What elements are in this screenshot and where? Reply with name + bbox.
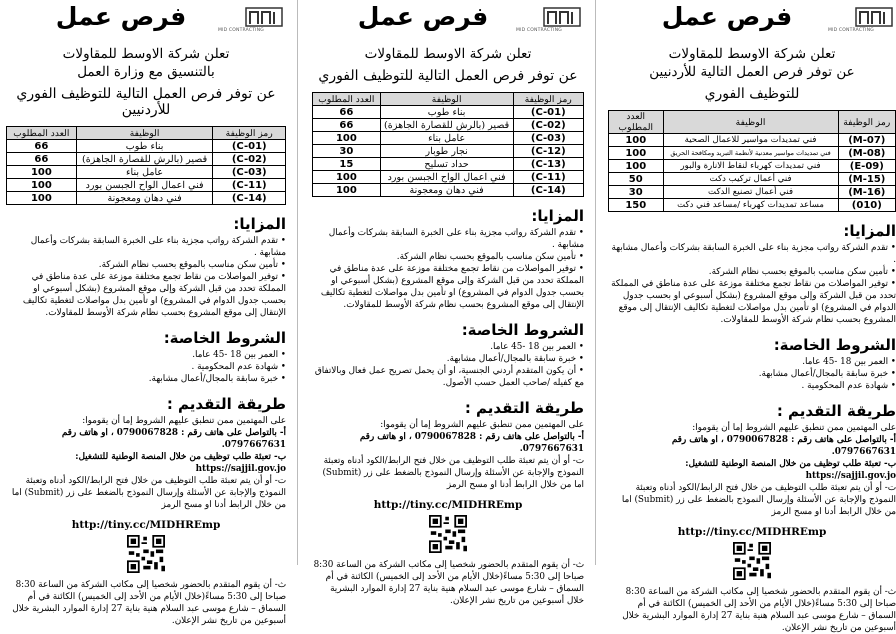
list-item: على المهتمين ممن تنطبق عليهم الشروط إما أن يقوموا:	[692, 423, 896, 433]
ad-line: تعلن شركة الاوسط للمقاولات	[668, 46, 836, 62]
list-item: ت- أو أن يتم تعبئة طلب التوظيف من خلال فتح الرابط/الكود أدناه وتعبئة النموذج والإجابة عن الأسئلة وإرسال النموذج بالضغط على زر (Submit) اما من خلال الرابط أدنا او مسح الرمز	[322, 456, 584, 490]
job-code: (010)	[838, 199, 895, 212]
list-item: • العمر بين 18 -45 عاما.	[490, 342, 584, 352]
conditions-heading: الشروط الخاصة:	[163, 329, 286, 347]
list-item: ث- أن يقوم المتقدم بالحضور شخصيا إلى مكاتب الشركة من الساعة 8:30 صباحا إلى 5:30 مساءً(خلال الأيام من الأحد إلى الخميس) الكائنة في أم السماق – شارع موسى عبد السلام هنية بناية 27 إدارة الموارد البشرية خلال أسبوعين من تاريخ نشر الإعلان.	[313, 560, 584, 606]
ad-title: فرص عمل	[357, 2, 489, 31]
job-count: 100	[7, 192, 77, 205]
list-item: • شهادة عدم المحكومية .	[191, 362, 286, 372]
job-code: (C-14)	[513, 184, 583, 197]
conditions-heading: الشروط الخاصة:	[773, 336, 896, 354]
ad-line: عن توفر فرص العمل التالية للتوظيف الفوري	[318, 68, 578, 84]
job-count: 66	[313, 106, 381, 119]
job-title: فني أعمال تصنيع الدكت	[663, 186, 838, 199]
job-code: (C-11)	[213, 179, 286, 192]
advantages-list	[312, 227, 584, 311]
advantages-heading: المزايا:	[233, 215, 286, 233]
job-ad-2	[306, 0, 588, 606]
jobs-table	[6, 126, 286, 205]
ad-line: بالتنسيق مع وزارة العمل	[77, 64, 215, 80]
list-item: ب- تعبئة طلب توظيف من خلال المنصة الوطنية للتشغيل: https://sajjil.gov.jo	[75, 452, 286, 474]
table-row	[609, 173, 896, 186]
col-header: رمز الوظيفة	[838, 111, 895, 134]
list-item: • خبرة سابقة بالمجال/أعمال مشابهة.	[758, 369, 896, 379]
col-header: العدد المطلوب	[609, 111, 664, 134]
job-title: حداد تسليح	[380, 158, 513, 171]
job-count: 100	[609, 160, 664, 173]
table-row	[609, 160, 896, 173]
job-count: 15	[313, 158, 381, 171]
job-title: فني تمديدات كهرباء لنقاط الانارة والبور	[663, 160, 838, 173]
ad-header	[6, 0, 286, 44]
ad-line: عن توفر فرص العمل التالية للأردنيين	[649, 64, 855, 80]
table-row	[313, 184, 584, 197]
apply-text	[608, 422, 896, 518]
conditions-list	[312, 341, 584, 389]
list-item: • توفير المواصلات من نقاط تجمع مختلفة موزعة على عدة مناطق في المملكة تحدد من قبل الشركة وإلى موقع المشروع (بشكل أسبوعي او بحسب جدول الدوام في المشروع) او تأمين بدل مواصلات لتغطية تكاليف الإنتقال إلى موقع المشروع بحسب نظام شركة الأوسط للمقاولات.	[320, 264, 584, 310]
job-count: 100	[7, 166, 77, 179]
job-count: 66	[313, 119, 381, 132]
job-code: (C-11)	[513, 171, 583, 184]
job-title: عامل بناء	[380, 132, 513, 145]
job-count: 100	[313, 171, 381, 184]
list-item: • توفير المواصلات من نقاط تجمع مختلفة موزعة على عدة مناطق في المملكة تحدد من قبل الشركة وإلى موقع المشروع (بشكل أسبوعي او بحسب جدول الدوام في المشروع) او تأمين بدل مواصلات لتغطية تكاليف الإنتقال إلى موقع المشروع بحسب نظام شركة الأوسط للمقاولات.	[611, 279, 896, 325]
col-header: العدد المطلوب	[313, 93, 381, 106]
list-item: • خبرة سابقة بالمجال/أعمال مشابهة.	[446, 354, 584, 364]
ad-line: عن توفر فرص العمل التالية للتوظيف الفوري للأردنيين	[16, 86, 276, 118]
list-item: • توفير المواصلات من نقاط تجمع مختلفة موزعة على عدة مناطق في المملكة تحدد من قبل الشركة وإلى موقع المشروع (بشكل أسبوعي او بحسب جدول الدوام في المشروع) او تأمين بدل مواصلات لتغطية تكاليف الإنتقال إلى موقع المشروع بحسب نظام شركة الأوسط للمقاولات.	[22, 272, 286, 318]
apply-heading: طريقة التقديم :	[166, 395, 286, 413]
col-header: الوظيفة	[380, 93, 513, 106]
ad-title: فرص عمل	[661, 2, 793, 31]
job-count: 30	[609, 186, 664, 199]
jobs-table	[608, 110, 896, 212]
conditions-heading: الشروط الخاصة:	[461, 321, 584, 339]
list-item: على المهتمين ممن تنطبق عليهم الشروط إما أن يقوموا:	[82, 416, 286, 426]
table-row	[7, 153, 286, 166]
job-code: (M-16)	[838, 186, 895, 199]
table-row	[609, 199, 896, 212]
ad-line: تعلن شركة الاوسط للمقاولات	[62, 46, 230, 62]
list-item: • العمر بين 18 -45 عاما.	[192, 350, 286, 360]
company-logo: MID CONTRACTING	[198, 4, 284, 40]
list-item: • خبرة سابقة بالمجال/أعمال مشابهة.	[148, 374, 286, 384]
column-divider	[297, 0, 298, 565]
conditions-list	[6, 349, 286, 385]
job-code: (M-08)	[838, 147, 895, 160]
col-header: الوظيفة	[663, 111, 838, 134]
col-header: رمز الوظيفة	[513, 93, 583, 106]
conditions-list	[608, 356, 896, 392]
table-row	[313, 171, 584, 184]
ad-line: للتوظيف الفوري	[704, 86, 800, 102]
job-code: (C-02)	[213, 153, 286, 166]
advantages-heading: المزايا:	[531, 207, 584, 225]
table-row	[313, 158, 584, 171]
job-count: 100	[609, 134, 664, 147]
list-item: • تقدم الشركة رواتب مجزية بناء على الخبرة السابقة بشركات وأعمال مشابهة .	[611, 243, 896, 265]
apply-text	[312, 419, 584, 491]
apply-visit	[6, 579, 286, 627]
table-row	[609, 134, 896, 147]
column-divider	[595, 0, 596, 565]
advantages-list	[608, 242, 896, 326]
job-title: فني دهان ومعجونة	[76, 192, 213, 205]
job-title: فني دهان ومعجونة	[380, 184, 513, 197]
list-item: ب- تعبئة طلب توظيف من خلال المنصة الوطنية للتشغيل: https://sajjil.gov.jo	[685, 459, 896, 481]
list-item: • تقدم الشركة رواتب مجزية بناء على الخبرة السابقة بشركات وأعمال مشابهة .	[328, 228, 584, 250]
job-code: (M-15)	[838, 173, 895, 186]
apply-visit	[312, 559, 584, 607]
job-count: 50	[609, 173, 664, 186]
table-row	[7, 166, 286, 179]
job-title: فني تمديدات مواسير للاعمال الصحية	[663, 134, 838, 147]
apply-link[interactable]: http://tiny.cc/MIDHREmp	[373, 499, 523, 511]
table-row	[609, 186, 896, 199]
apply-link[interactable]: http://tiny.cc/MIDHREmp	[71, 519, 221, 531]
job-count: 100	[313, 132, 381, 145]
job-count: 150	[609, 199, 664, 212]
job-title: فني أعمال تركيب دكت	[663, 173, 838, 186]
apply-text	[6, 415, 286, 511]
job-title: بناء طوب	[380, 106, 513, 119]
job-count: 66	[7, 153, 77, 166]
list-item: • شهادة عدم المحكومية .	[801, 381, 896, 391]
job-count: 100	[313, 184, 381, 197]
col-header: الوظيفة	[76, 127, 213, 140]
list-item: ث- أن يقوم المتقدم بالحضور شخصيا إلى مكاتب الشركة من الساعة 8:30 صباحا إلى 5:30 مساءً(خلال الأيام من الأحد إلى الخميس) الكائنة في أم السماق – شارع موسى عبد السلام هنية بناية 27 إدارة الموارد البشرية خلال أسبوعين من تاريخ نشر الإعلان.	[622, 587, 896, 633]
qr-code-icon[interactable]	[733, 542, 771, 580]
list-item: ث- أن يقوم المتقدم بالحضور شخصيا إلى مكاتب الشركة من الساعة 8:30 صباحا إلى 5:30 مساءً(خلال الأيام من الأحد إلى الخميس) الكائنة في أم السماق – شارع موسى عبد السلام هنية بناية 27 إدارة الموارد البشرية خلال أسبوعين من تاريخ نشر الإعلان.	[12, 580, 286, 626]
list-item: • العمر بين 18 -45 عاما.	[802, 357, 896, 367]
ad-line: تعلن شركة الاوسط للمقاولات	[364, 46, 532, 62]
job-code: (C-13)	[513, 158, 583, 171]
job-count: 100	[7, 179, 77, 192]
table-row	[7, 179, 286, 192]
table-row	[609, 147, 896, 160]
qr-code-icon[interactable]	[127, 535, 165, 573]
list-item: • تأمين سكن مناسب بالموقع بحسب نظام الشركة.	[98, 260, 286, 270]
table-row	[7, 192, 286, 205]
job-count: 30	[313, 145, 381, 158]
job-title: عامل بناء	[76, 166, 213, 179]
col-header: رمز الوظيفة	[213, 127, 286, 140]
table-row	[313, 145, 584, 158]
job-title: بناء طوب	[76, 140, 213, 153]
list-item: • تقدم الشركة رواتب مجزية بناء على الخبرة السابقة بشركات وأعمال مشابهة .	[30, 236, 286, 258]
apply-heading: طريقة التقديم :	[776, 402, 896, 420]
job-ad-3	[602, 0, 896, 633]
job-title: فني تمديدات مواسير معدنية لأنظمة التبريد ومكافحة الحريق	[663, 147, 838, 160]
jobs-table	[312, 92, 584, 197]
table-row	[313, 106, 584, 119]
table-row	[313, 119, 584, 132]
col-header: العدد المطلوب	[7, 127, 77, 140]
company-logo: MID CONTRACTING	[808, 4, 894, 40]
list-item: أ- بالتواصل على هاتف رقم : 0790067828 ، او هاتف رقم 0797667631.	[61, 428, 286, 450]
job-title: قصير (بالرش للقصارة الجاهزة)	[380, 119, 513, 132]
list-item: أ- بالتواصل على هاتف رقم : 0790067828 ، او هاتف رقم 0797667631.	[671, 435, 896, 457]
ad-header	[312, 0, 584, 44]
advantages-list	[6, 235, 286, 319]
ad-title: فرص عمل	[55, 2, 187, 31]
job-code: (C-01)	[513, 106, 583, 119]
job-code: (C-12)	[513, 145, 583, 158]
table-row	[313, 132, 584, 145]
list-item: أ- بالتواصل على هاتف رقم : 0790067828 ، او هاتف رقم 0797667631.	[359, 432, 584, 454]
job-title: نجار طوبار	[380, 145, 513, 158]
apply-link[interactable]: http://tiny.cc/MIDHREmp	[677, 526, 827, 538]
table-row	[7, 140, 286, 153]
job-code: (C-03)	[213, 166, 286, 179]
apply-heading: طريقة التقديم :	[464, 399, 584, 417]
apply-visit	[608, 586, 896, 634]
list-item: • أن يكون المتقدم أردني الجنسية، او أن يحمل تصريح عمل فعال وبالاتفاق مع كفيله /صاحب العمل حسب الأصول.	[314, 366, 584, 388]
job-title: فني اعمال الواح الجبسن بورد	[76, 179, 213, 192]
list-item: • تأمين سكن مناسب بالموقع بحسب نظام الشركة.	[708, 267, 896, 277]
qr-code-icon[interactable]	[429, 515, 467, 553]
advantages-heading: المزايا:	[843, 222, 896, 240]
job-title: فني اعمال الواح الجبسن بورد	[380, 171, 513, 184]
job-count: 66	[7, 140, 77, 153]
job-code: (C-14)	[213, 192, 286, 205]
job-code: (M-07)	[838, 134, 895, 147]
job-title: قصير (بالرش للقصارة الجاهزة)	[76, 153, 213, 166]
list-item: • تأمين سكن مناسب بالموقع بحسب نظام الشركة.	[396, 252, 584, 262]
list-item: على المهتمين ممن تنطبق عليهم الشروط إما أن يقوموا:	[380, 420, 584, 430]
list-item: ت- أو أن يتم تعبئة طلب التوظيف من خلال فتح الرابط/الكود أدناه وتعبئة النموذج والإجابة عن الأسئلة وإرسال النموذج بالضغط على زر (Submit) اما من خلال الرابط أدنا او مسح الرمز	[621, 483, 896, 517]
company-logo: MID CONTRACTING	[496, 4, 582, 40]
job-ad-1	[0, 0, 290, 626]
job-code: (C-02)	[513, 119, 583, 132]
list-item: ت- أو أن يتم تعبئة طلب التوظيف من خلال فتح الرابط/الكود أدناه وتعبئة النموذج والإجابة عن الأسئلة وإرسال النموذج بالضغط على زر (Submit) اما من خلال الرابط أدنا او مسح الرمز	[11, 476, 286, 510]
job-title: مساعد تمديدات كهرباء /مساعد فني دكت	[663, 199, 838, 212]
job-count: 100	[609, 147, 664, 160]
ad-header	[608, 0, 896, 44]
job-code: (C-03)	[513, 132, 583, 145]
job-code: (C-01)	[213, 140, 286, 153]
job-code: (E-09)	[838, 160, 895, 173]
